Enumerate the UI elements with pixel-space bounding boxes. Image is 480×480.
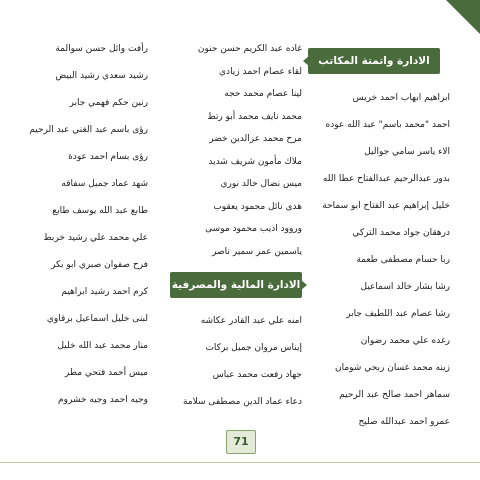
name-entry: امنه علي عبد القادر عكاشه — [200, 316, 302, 326]
name-entry: هدى نائل محمود يعقوب — [213, 201, 302, 212]
name-entry: مرح محمد عزالدين خضر — [209, 134, 302, 144]
name-entry: وجيه احمد وجيه خشروم — [58, 395, 148, 405]
name-entry: درهقان جواد محمد التركي — [352, 228, 450, 238]
footer-rule — [0, 462, 480, 463]
corner-decoration — [446, 0, 480, 34]
name-entry: رشا بشار خالد اسماعيل — [360, 282, 450, 292]
name-entry: سماهر احمد صالح عبد الرحيم — [339, 390, 450, 400]
name-entry: محمد نايف محمد أبو رتط — [207, 111, 302, 122]
name-entry: الاء ياسر سامي جواليل — [364, 147, 450, 157]
name-entry: رنين حكم فهمي جابر — [69, 98, 148, 108]
name-entry: زينه محمد غسان ربحي شومان — [334, 363, 450, 373]
name-entry: رأفت وائل حسن سوالمة — [55, 44, 148, 54]
name-entry: ابراهيم ابهاب احمد خريس — [352, 93, 450, 103]
name-entry: طابع عبد الله يوسف طابع — [52, 206, 148, 216]
name-entry: كرم احمد رشيد ابراهيم — [61, 287, 148, 297]
name-entry: ربا حسام مصطفى طعمة — [356, 255, 450, 265]
page-number: 71 — [226, 430, 256, 454]
name-entry: شهد عماد جميل سفاقه — [61, 179, 148, 189]
name-entry: لبنى خليل اسماعيل برقاوي — [46, 314, 148, 324]
name-entry: احمد "محمد باسم" عبد الله عوده — [325, 120, 450, 130]
name-entry: رغده علي محمد رضوان — [360, 336, 450, 346]
name-entry: علي محمد علي رشيد خربط — [43, 233, 148, 243]
name-entry: فرح صفوان صبري ابو بكر — [51, 260, 148, 270]
name-entry: بدور عبدالرحيم عبدالفتاح عطا الله — [322, 174, 450, 184]
name-entry: خليل إبراهيم عبد الفتاح ابو سماحة — [322, 201, 450, 211]
name-entry: دعاء عماد الدين مصطفى سلامة — [182, 397, 302, 407]
name-entry: ميس نضال خالد نوري — [220, 179, 302, 189]
name-entry: ملاك مأمون شريف شديد — [208, 156, 302, 167]
name-entry: جهاد رفعت محمد عباس — [212, 370, 302, 380]
name-entry: عمرو احمد عبدالله صليح — [358, 417, 450, 427]
section-title-admin-offices: الادارة واتمتة المكاتب — [308, 48, 440, 74]
name-entry: رؤى بسام احمد عودة — [68, 152, 148, 162]
name-entry: رشيد سعدي رشيد البيض — [55, 71, 148, 81]
name-entry: ميس أحمد فتحي مطر — [64, 368, 148, 378]
name-entry: منار محمد عبد الله خليل — [57, 341, 148, 351]
name-entry: رؤى باسم عبد الغني عبد الرحيم — [29, 125, 148, 135]
name-entry: وروود اديب محمود موسى — [205, 224, 302, 234]
name-entry: غاده عبد الكريم حسن حنون — [197, 44, 302, 54]
name-entry: لقاء عصام احمد زيادي — [219, 66, 302, 77]
name-entry: ياسمين عمر سمير ناصر — [212, 246, 302, 257]
name-entry: لينا عصام محمد حجه — [224, 89, 302, 99]
section-title-finance-banking: الادارة المالية والمصرفية — [170, 272, 302, 298]
name-entry: إيناس مروان جميل بركات — [205, 343, 302, 353]
name-entry: رشا عصام عبد اللطيف جابر — [346, 309, 450, 319]
